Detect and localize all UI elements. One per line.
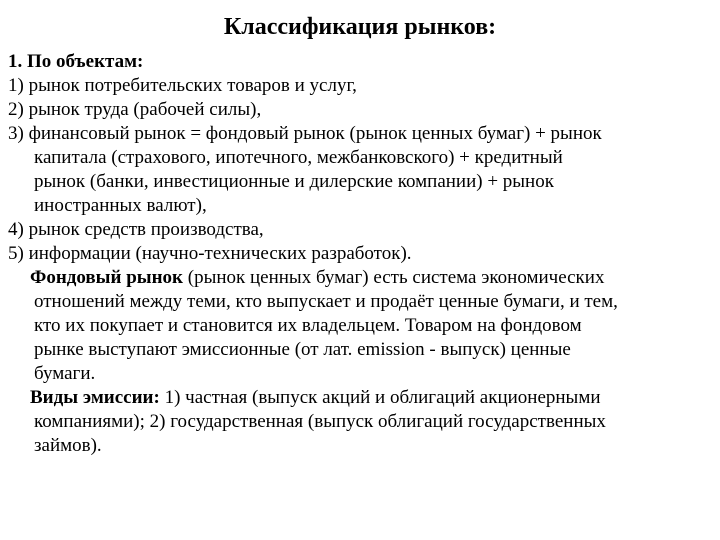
fund-market-line-5: бумаги. — [34, 363, 96, 384]
list-item-3-line-2: капитала (страхового, ипотечного, межбанковского) + кредитный — [34, 147, 563, 168]
emission-line-2: компаниями); 2) государственная (выпуск облигаций государственных — [34, 411, 606, 432]
list-item-3-line-3: рынок (банки, инвестиционные и дилерские компании) + рынок — [34, 171, 554, 192]
fund-market-line-4: рынке выступают эмиссионные (от лат. emission - выпуск) ценные — [34, 339, 571, 360]
fund-market-first-line-text: (рынок ценных бумаг) есть система экономических — [183, 267, 605, 288]
emission-line-3: займов). — [34, 435, 102, 456]
fund-market-paragraph — [8, 266, 716, 386]
list-item-3-line-1: 3) финансовый рынок = фондовый рынок (рынок ценных бумаг) + рынок — [8, 123, 602, 144]
emission-first-line-text: 1) частная (выпуск акций и облигаций акционерными — [159, 387, 601, 408]
emission-first-line — [8, 386, 716, 410]
slide-title: Классификация рынков: — [223, 14, 497, 40]
classification-heading: 1. По объектам: — [8, 51, 144, 72]
fund-market-line-3: кто их покупает и становится их владельцем. Товаром на фондовом — [34, 315, 582, 336]
list-item-2: 2) рынок труда (рабочей силы), — [8, 99, 262, 120]
list-item-3 — [8, 122, 716, 218]
emission-term: Виды эмиссии: — [30, 387, 160, 408]
list-item-5: 5) информации (научно-технических разработок). — [8, 243, 412, 264]
fund-market-line-2: отношений между теми, кто выпускает и продаёт ценные бумаги, и тем, — [34, 291, 618, 312]
list-item-1: 1) рынок потребительских товаров и услуг, — [8, 75, 357, 96]
fund-market-term: Фондовый рынок — [30, 267, 183, 288]
fund-market-first-line — [8, 266, 716, 290]
list-item-4: 4) рынок средств производства, — [8, 219, 264, 240]
slide-content — [8, 50, 716, 458]
list-item-3-line-4: иностранных валют), — [34, 195, 207, 216]
emission-paragraph — [8, 386, 716, 458]
